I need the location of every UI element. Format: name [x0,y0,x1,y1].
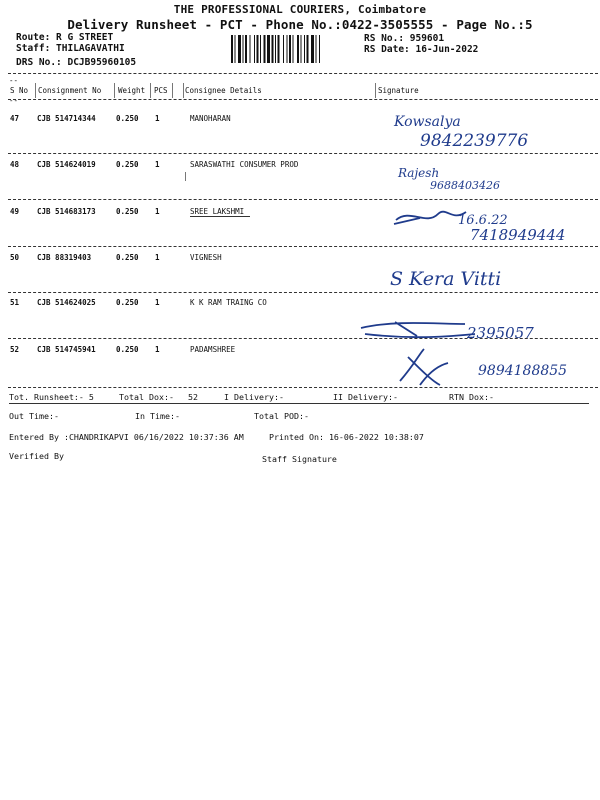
row-pcs: 1 [155,207,160,216]
verified-by: Verified By [9,451,64,461]
pre-mark-2: -- [9,96,19,105]
row-consignment: CJB 514714344 [37,114,96,123]
svg-text:16.6.22: 16.6.22 [458,213,508,228]
row-pcs: 1 [155,253,160,262]
i-delivery: I Delivery:- [224,392,284,402]
out-time: Out Time:- [9,411,59,421]
rs-date: RS Date: 16-Jun-2022 [364,44,479,55]
row-consignee: SARASWATHI CONSUMER PROD [190,160,299,169]
divider [8,73,598,74]
total-dox-value: 52 [188,392,198,402]
row-weight: 0.250 [116,253,139,262]
header-rule [183,83,184,98]
rtn-dox: RTN Dox:- [449,392,494,402]
divider [8,292,598,293]
row-consignment: CJB 514624025 [37,298,96,307]
row-sno: 47 [10,114,20,123]
underline [190,216,250,217]
row-consignment: CJB 514745941 [37,345,96,354]
svg-text:S Kera Vitti: S Kera Vitti [390,268,502,290]
entered-by: Entered By :CHANDRIKAPVI 06/16/2022 10:37:36 AM [9,432,244,442]
total-pod: Total POD:- [254,411,309,421]
col-signature: Signature [378,86,419,95]
runsheet-subtitle: Delivery Runsheet - PCT - Phone No.:0422-3505555 - Page No.:5 [67,17,533,32]
totals-rule [9,403,589,404]
svg-text:7418949444: 7418949444 [470,226,566,244]
row-weight: 0.250 [116,160,139,169]
pre-mark: -- [9,76,19,85]
svg-text:9688403426: 9688403426 [430,179,500,192]
row-consignee: PADAMSHREE [190,345,236,354]
row-consignee: VIGNESH [190,253,222,262]
header-rule [114,83,115,98]
header-rule [375,83,376,98]
row-weight: 0.250 [116,298,139,307]
svg-text:Rajesh: Rajesh [398,166,440,180]
col-pcs: PCS [154,86,168,95]
row-sno: 51 [10,298,20,307]
row-sno: 52 [10,345,20,354]
divider [8,153,598,154]
total-dox-label: Total Dox:- [119,392,174,402]
svg-text:Kowsalya: Kowsalya [394,114,461,130]
row-weight: 0.250 [116,345,139,354]
total-runsheet: Tot. Runsheet:- 5 [9,392,94,402]
col-sno: S No [10,86,29,95]
svg-text:9842239776: 9842239776 [420,131,529,151]
signature-image [380,108,590,152]
col-consignee: Consignee Details [185,86,262,95]
row-pcs: 1 [155,160,160,169]
row-pcs: 1 [155,114,160,123]
row-consignee: SREE LAKSHMI [190,207,245,216]
divider [8,246,598,247]
staff-label: Staff: THILAGAVATHI [16,43,125,54]
in-time: In Time:- [135,411,180,421]
row-weight: 0.250 [116,207,139,216]
row-consignment: CJB 514683173 [37,207,96,216]
header-rule [172,83,173,98]
svg-text:2395057: 2395057 [467,324,534,342]
row-consignee: MANOHARAN [190,114,231,123]
printed-on: Printed On: 16-06-2022 10:38:07 [269,432,424,442]
route-label: Route: R G STREET [16,32,114,43]
svg-text:9894188855: 9894188855 [478,363,568,379]
row-consignment: CJB 88319403 [37,253,92,262]
signature-image [380,345,590,389]
row-sno: 50 [10,253,20,262]
row-consignment: CJB 514624019 [37,160,96,169]
tick-mark [185,172,186,181]
divider [8,387,598,388]
col-weight: Weight [118,86,146,95]
col-consignment: Consignment No [38,86,102,95]
company-title: THE PROFESSIONAL COURIERS, Coimbatore [173,3,427,16]
signature-image [380,200,590,244]
barcode-image [231,35,355,63]
divider [8,99,598,100]
row-sno: 48 [10,160,20,169]
signature-image [380,157,590,201]
rs-number: RS No.: 959601 [364,33,445,44]
staff-signature: Staff Signature [262,454,337,464]
row-sno: 49 [10,207,20,216]
ii-delivery: II Delivery:- [333,392,398,402]
header-rule [150,83,151,98]
row-consignee: K K RAM TRAING CO [190,298,267,307]
row-pcs: 1 [155,298,160,307]
row-weight: 0.250 [116,114,139,123]
header-rule [35,83,36,98]
divider [8,338,598,339]
row-pcs: 1 [155,345,160,354]
drs-number: DRS No.: DCJB95960105 [16,57,137,68]
